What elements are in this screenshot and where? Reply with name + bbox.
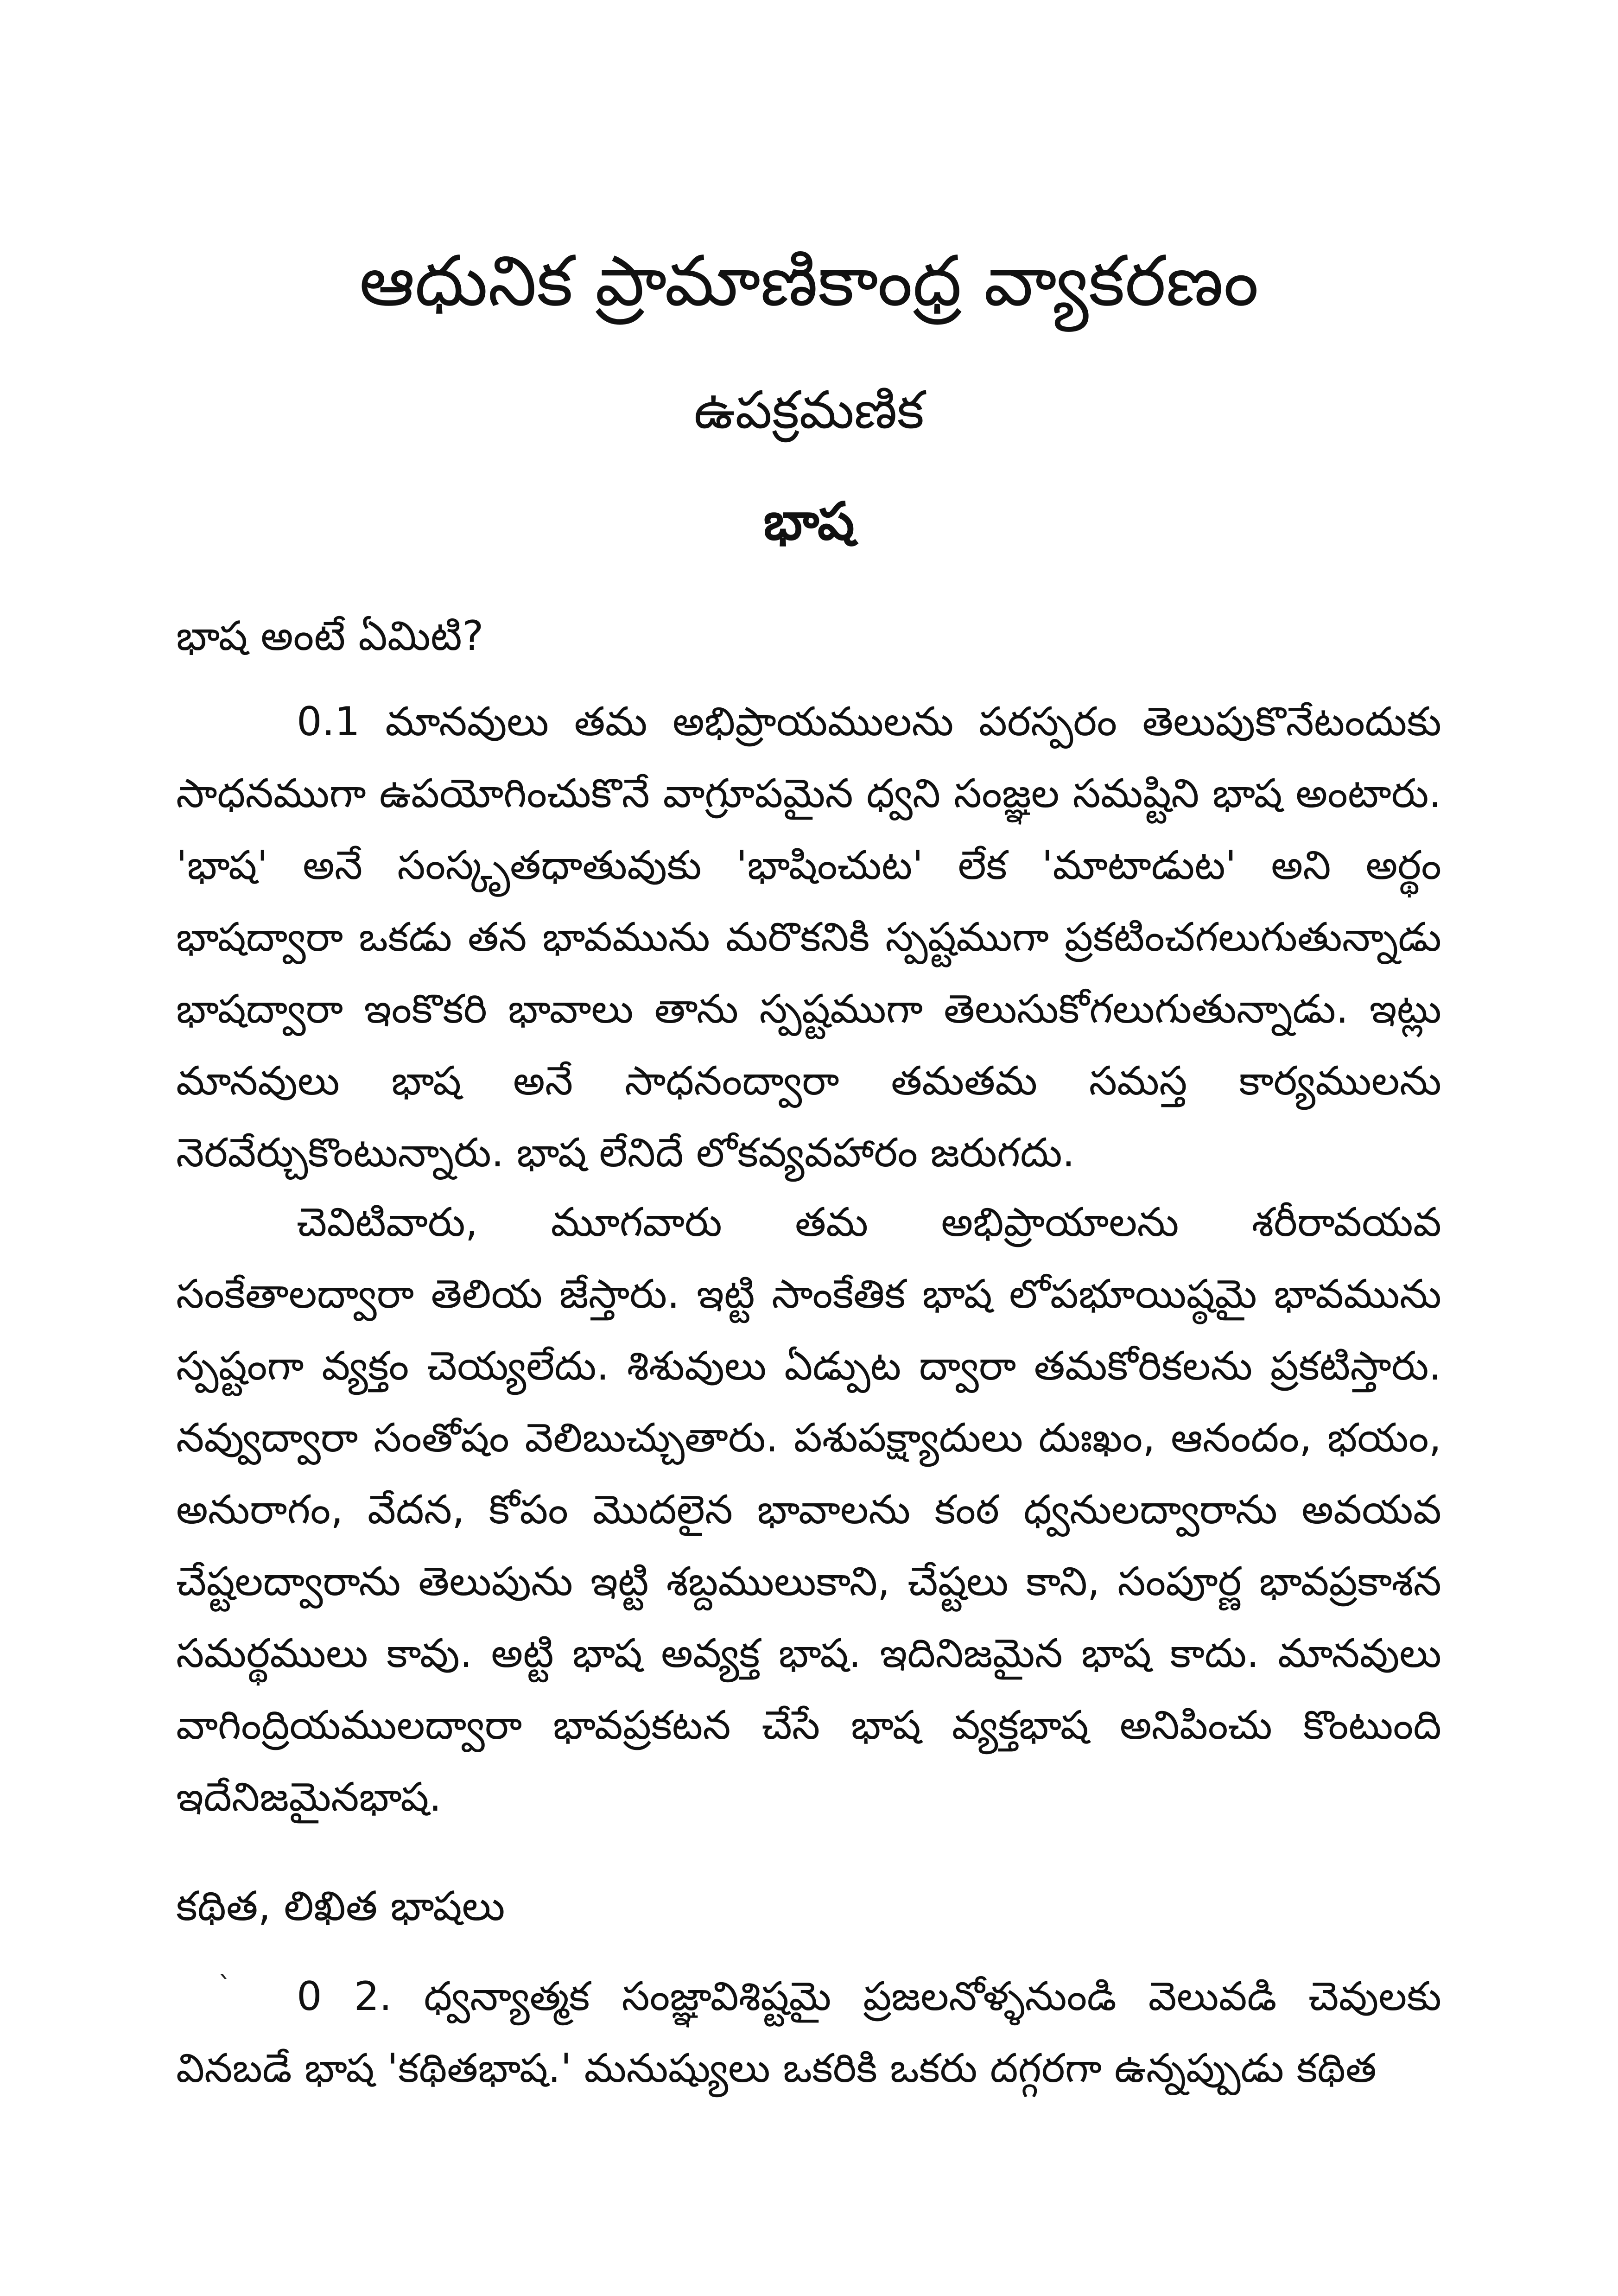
paragraph: చెవిటివారు, మూగవారు తమ అభిప్రాయాలను శరీరావయవ సంకేతాలద్వారా తెలియ జేస్తారు. ఇట్టి సాంకేతిక భాష లోపభూయిష్ఠమై భావమును స్పష్టంగా వ్యక్తం చెయ్యలేదు. శిశువులు ఏడ్పుట ద్వారా తమకోరికలను ప్రకటిస్తారు. నవ్వుద్వారా సంతోషం వెలిబుచ్చుతారు. పశుపక్ష్యాదులు దుఃఖం, ఆనందం, భయం, అనురాగం, వేదన, కోపం మొదలైన భావాలను కంఠ ధ్వనులద్వారాను అవయవ చేష్టలద్వారాను తెలుపును ఇట్టి శబ్దములుకాని, చేష్టలు కాని, సంపూర్ణ భావప్రకాశన సమర్థములు కావు. అట్టి భాష అవ్యక్త భాష. ఇదినిజమైన భాష కాదు. మానవులు వాగింద్రియములద్వారా భావప్రకటన చేసే భాష వ్యక్తభాష అనిపించు కొంటుంది ఇదేనిజమైనభాష. <box>176 1199 1441 1820</box>
subsection-heading: భాష అంటే ఏమిటి? <box>176 612 484 660</box>
chapter-title: ఉపక్రమణిక <box>694 380 924 440</box>
section-title: భాష <box>763 491 855 552</box>
subsection-heading: కథిత, లిఖిత భాషలు <box>176 1882 505 1930</box>
page-title: ఆధునిక ప్రామాణికాంధ్ర వ్యాకరణం <box>359 241 1259 322</box>
margin-mark-icon: ˎ <box>218 1947 232 1979</box>
paragraph: 0.1 మానవులు తమ అభిప్రాయములను పరస్పరం తెలుపుకొనేటందుకు సాధనముగా ఉపయోగించుకొనే వాగ్రూపమైన ధ్వని సంజ్ఞల సమష్టిని భాష అంటారు. 'భాష' అనే సంస్కృతధాతువుకు 'భాషించుట' లేక 'మాటాడుట' అని అర్థం భాషద్వారా ఒకడు తన భావమును మరొకనికి స్పష్టముగా ప్రకటించగలుగుతున్నాడు భాషద్వారా ఇంకొకరి భావాలు తాను స్పష్టముగా తెలుసుకోగలుగుతున్నాడు. ఇట్లు మానవులు భాష అనే సాధనంద్వారా తమతమ సమస్త కార్యములను నెరవేర్చుకొంటున్నారు. భాష లేనిదే లోకవ్యవహారం జరుగదు. <box>176 699 1441 1176</box>
paragraph: 0 2. ధ్వన్యాత్మక సంజ్ఞావిశిష్టమై ప్రజలనోళ్ళనుండి వెలువడి చెవులకు వినబడే భాష 'కథితభాష.' మనుష్యులు ఒకరికి ఒకరు దగ్గరగా ఉన్నప్పుడు కథిత <box>176 1973 1441 2092</box>
